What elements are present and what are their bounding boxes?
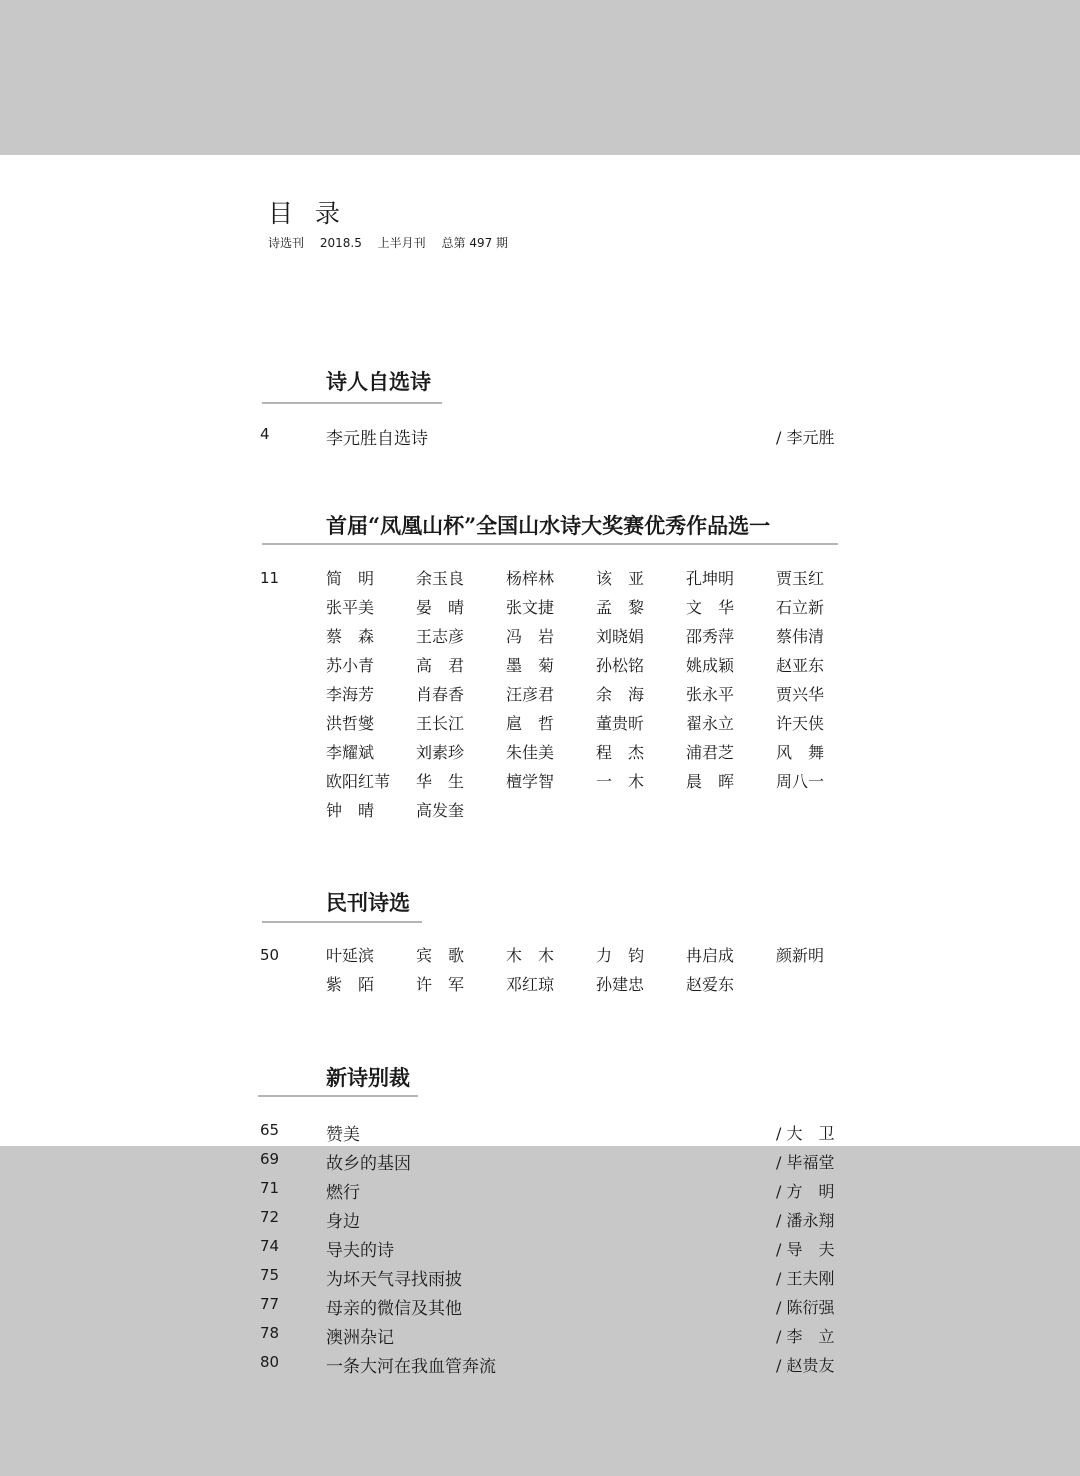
author-name: 蔡 森 — [326, 627, 375, 646]
section-divider — [258, 1095, 418, 1097]
entry-title[interactable]: 澳洲杂记 — [326, 1328, 394, 1348]
author-name: 简 明 — [326, 569, 375, 588]
author-name: 华 生 — [416, 772, 465, 791]
author-name: 肖春香 — [416, 685, 465, 704]
author-name: 檀学智 — [506, 772, 555, 791]
magazine-name: 诗选刊 — [268, 236, 305, 250]
section-page: 11 — [260, 569, 280, 587]
section-title-folk-journals: 民刊诗选 — [326, 890, 410, 915]
entry-author: / 方 明 — [776, 1182, 835, 1201]
author-name: 赵亚东 — [776, 656, 825, 675]
entry-author: / 大 卫 — [776, 1124, 835, 1143]
author-name: 力 钧 — [596, 946, 645, 965]
section-divider — [262, 402, 442, 404]
section-title-contest: 首届“凤凰山杯”全国山水诗大奖赛优秀作品选一 — [326, 513, 771, 538]
entry-page: 74 — [260, 1237, 280, 1255]
page-title: 目录 — [268, 199, 363, 228]
entry-author: / 潘永翔 — [776, 1211, 835, 1230]
author-name: 墨 菊 — [506, 656, 555, 675]
author-name: 蔡伟清 — [776, 627, 825, 646]
author-name: 刘晓娟 — [596, 627, 645, 646]
entry-page: 65 — [260, 1121, 280, 1139]
author-name: 贾兴华 — [776, 685, 825, 704]
author-name: 孙松铭 — [596, 656, 645, 675]
section-divider — [262, 921, 422, 923]
author-name: 余 海 — [596, 685, 645, 704]
entry-page: 78 — [260, 1324, 280, 1342]
author-name: 杨梓林 — [506, 569, 555, 588]
author-name: 扈 哲 — [506, 714, 555, 733]
contest-author-list — [326, 564, 866, 825]
author-name: 赵爱东 — [686, 975, 735, 994]
author-name: 刘素珍 — [416, 743, 465, 762]
author-name: 文 华 — [686, 598, 735, 617]
author-name: 李耀斌 — [326, 743, 375, 762]
author-name: 董贵昕 — [596, 714, 645, 733]
author-name: 高发奎 — [416, 801, 465, 820]
author-name: 晏 晴 — [416, 598, 465, 617]
entry-title[interactable]: 李元胜自选诗 — [326, 429, 428, 449]
author-name: 晨 晖 — [686, 772, 735, 791]
author-name: 王长江 — [416, 714, 465, 733]
author-name: 翟永立 — [686, 714, 735, 733]
entry-page: 69 — [260, 1150, 280, 1168]
section-divider — [262, 543, 838, 545]
author-name: 洪哲燮 — [326, 714, 375, 733]
entry-page: 4 — [260, 425, 270, 443]
entry-title[interactable]: 故乡的基因 — [326, 1154, 411, 1174]
author-name: 余玉良 — [416, 569, 465, 588]
author-name: 许 军 — [416, 975, 465, 994]
entry-title[interactable]: 燃行 — [326, 1183, 360, 1203]
author-name: 孙建忠 — [596, 975, 645, 994]
author-name: 邓红琼 — [506, 975, 555, 994]
author-name: 该 亚 — [596, 569, 645, 588]
entry-page: 71 — [260, 1179, 280, 1197]
author-name: 钟 晴 — [326, 801, 375, 820]
author-name: 汪彦君 — [506, 685, 555, 704]
author-name: 张平美 — [326, 598, 375, 617]
entry-page: 77 — [260, 1295, 280, 1313]
section-title-self-selected: 诗人自选诗 — [326, 369, 431, 394]
issue-date: 2018.5 — [319, 236, 362, 250]
section-title-new-poetry: 新诗别裁 — [326, 1065, 410, 1090]
entry-author: / 毕福堂 — [776, 1153, 835, 1172]
author-name: 紫 陌 — [326, 975, 375, 994]
entry-title[interactable]: 身边 — [326, 1212, 360, 1232]
author-name: 冉启成 — [686, 946, 735, 965]
author-name: 孟 黎 — [596, 598, 645, 617]
entry-page: 72 — [260, 1208, 280, 1226]
author-name: 一 木 — [596, 772, 645, 791]
entry-author: / 李元胜 — [776, 428, 835, 447]
author-name: 许天侠 — [776, 714, 825, 733]
author-name: 程 杰 — [596, 743, 645, 762]
author-name: 贾玉红 — [776, 569, 825, 588]
author-name: 欧阳红苇 — [326, 772, 391, 791]
bottom-gray-band — [0, 1146, 1080, 1476]
issue-info — [268, 234, 520, 251]
author-name: 苏小青 — [326, 656, 375, 675]
author-name: 冯 岩 — [506, 627, 555, 646]
author-name: 孔坤明 — [686, 569, 735, 588]
entry-page: 75 — [260, 1266, 280, 1284]
top-gray-band — [0, 0, 1080, 155]
author-name: 张文捷 — [506, 598, 555, 617]
entry-author: / 李 立 — [776, 1327, 835, 1346]
author-name: 姚成颖 — [686, 656, 735, 675]
entry-title[interactable]: 为坏天气寻找雨披 — [326, 1270, 462, 1290]
entry-author: / 导 夫 — [776, 1240, 835, 1259]
author-name: 叶延滨 — [326, 946, 375, 965]
author-name: 王志彦 — [416, 627, 465, 646]
entry-author: / 赵贵友 — [776, 1356, 835, 1375]
author-name: 李海芳 — [326, 685, 375, 704]
entry-title[interactable]: 赞美 — [326, 1125, 360, 1145]
author-name: 风 舞 — [776, 743, 825, 762]
entry-title[interactable]: 母亲的微信及其他 — [326, 1299, 462, 1319]
entry-page: 80 — [260, 1353, 280, 1371]
author-name: 张永平 — [686, 685, 735, 704]
folk-author-list — [326, 941, 866, 999]
author-name: 宾 歌 — [416, 946, 465, 965]
section-page: 50 — [260, 946, 280, 964]
entry-title[interactable]: 导夫的诗 — [326, 1241, 394, 1261]
author-name: 浦君芝 — [686, 743, 735, 762]
author-name: 邵秀萍 — [686, 627, 735, 646]
issue-number: 总第 497 期 — [441, 236, 509, 250]
author-name: 木 木 — [506, 946, 555, 965]
author-name: 高 君 — [416, 656, 465, 675]
author-name: 颜新明 — [776, 946, 825, 965]
author-name: 石立新 — [776, 598, 825, 617]
entry-title[interactable]: 一条大河在我血管奔流 — [326, 1357, 496, 1377]
entry-author: / 陈衍强 — [776, 1298, 835, 1317]
author-name: 周八一 — [776, 772, 825, 791]
entry-author: / 王夫刚 — [776, 1269, 835, 1288]
author-name: 朱佳美 — [506, 743, 555, 762]
issue-edition: 上半月刊 — [377, 236, 426, 250]
